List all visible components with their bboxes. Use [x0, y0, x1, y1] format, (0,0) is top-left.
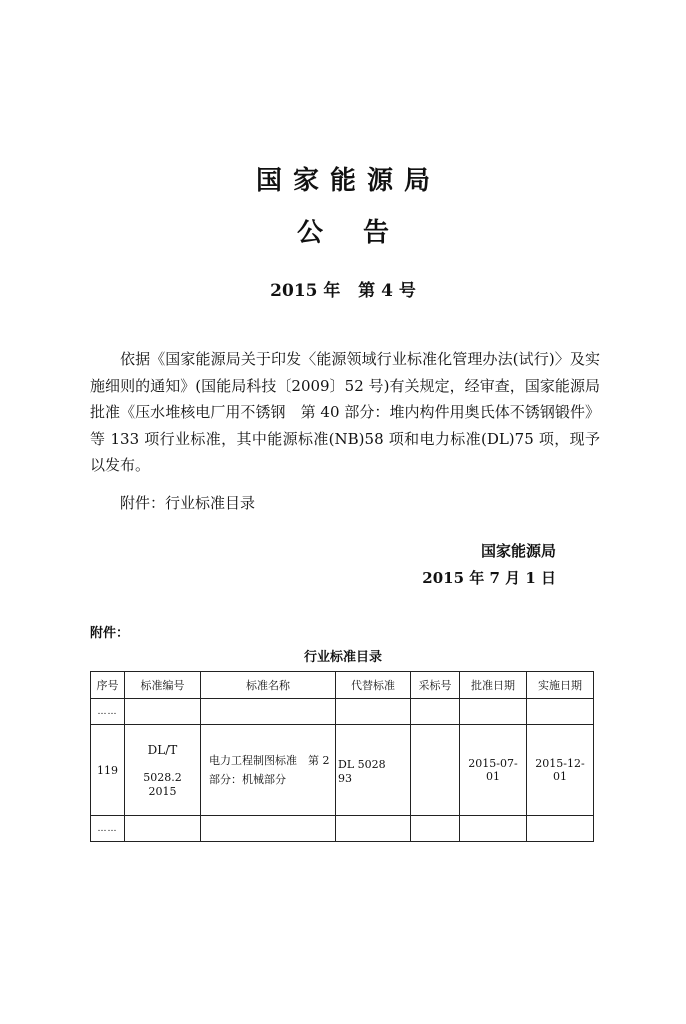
attachment-label: 附件： — [90, 626, 130, 641]
col-header-seq: 序号 — [91, 672, 125, 699]
code-line1: DL/T — [147, 742, 178, 757]
table-row — [91, 699, 594, 725]
approval-date-cell: 2015-07-01 — [460, 725, 527, 816]
standards-table — [90, 671, 594, 842]
ellipsis-cell: …… — [91, 816, 125, 842]
body-paragraph: 依据《国家能源局关于印发〈能源领域行业标准化管理办法(试行)〉及实施细则的通知》(国能局科技〔2009〕52 号)有关规定，经审查，国家能源局批准《压水堆核电厂用不锈钢 第 40 部分：堆内构件用奥氏体不锈钢锻件》等 133 项行业标准，其中能源标准(NB)58 项和电力标准(DL)75 项，现予以发布。 — [90, 350, 600, 474]
name-cell: 电力工程制图标准 第 2 部分：机械部分 — [201, 725, 336, 816]
table-row — [91, 816, 594, 842]
attachment-note: 附件：行业标准目录 — [120, 494, 256, 512]
col-header-name: 标准名称 — [201, 672, 336, 699]
org-title: 国家能源局 — [255, 166, 441, 196]
col-header-effective-date: 实施日期 — [527, 672, 594, 699]
doc-type-title: 公告 — [296, 218, 429, 248]
announcement-body — [90, 346, 600, 479]
effective-date-cell: 2015-12-01 — [527, 725, 594, 816]
issuer-signature: 国家能源局 — [480, 542, 556, 560]
table-title: 行业标准目录 — [303, 650, 382, 665]
code-cell — [125, 725, 201, 816]
col-header-code: 标准编号 — [125, 672, 201, 699]
col-header-replaces: 代替标准 — [336, 672, 411, 699]
issue-number: 2015 年 第 4 号 — [270, 281, 416, 301]
col-header-adopted: 采标号 — [411, 672, 460, 699]
code-line2: 5028.2 2015 — [143, 770, 193, 798]
replaces-cell: DL 5028 93 — [336, 725, 411, 816]
table-row — [91, 725, 594, 816]
issue-date: 2015 年 7 月 1 日 — [422, 569, 556, 587]
ellipsis-cell: …… — [91, 699, 125, 725]
seq-cell: 119 — [91, 725, 125, 816]
col-header-approval-date: 批准日期 — [460, 672, 527, 699]
adopted-cell — [411, 725, 460, 816]
table-header-row — [91, 672, 594, 699]
